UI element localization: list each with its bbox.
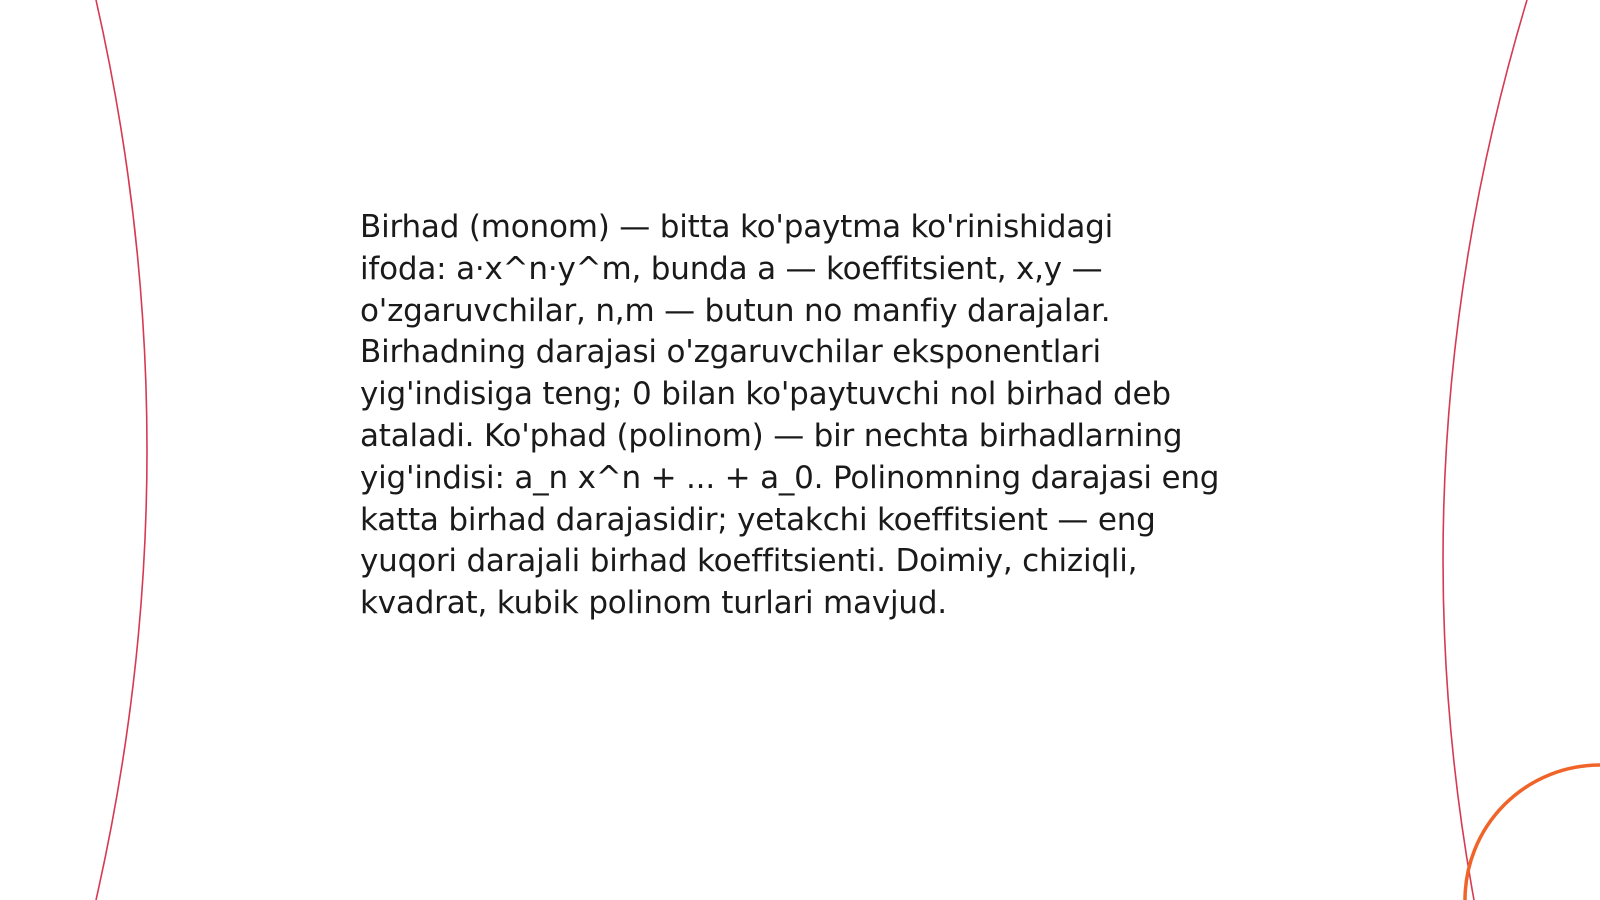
body-line: kvadrat, kubik polinom turlari mavjud. bbox=[360, 585, 947, 622]
right-decorative-arc bbox=[1443, 0, 1527, 900]
body-line: o'zgaruvchilar, n,m — butun no manfiy darajalar. bbox=[360, 292, 1111, 329]
body-line: katta birhad darajasidir; yetakchi koeffitsient — eng bbox=[360, 501, 1156, 538]
body-line: yig'indisiga teng; 0 bilan ko'paytuvchi nol birhad deb bbox=[360, 376, 1171, 413]
body-line: yig'indisi: a_n x^n + ... + a_0. Polinomning darajasi eng bbox=[360, 459, 1220, 496]
left-decorative-arc bbox=[96, 0, 147, 900]
body-line: Birhad (monom) — bitta ko'paytma ko'rinishidagi bbox=[360, 209, 1114, 245]
body-line: Birhadning darajasi o'zgaruvchilar eksponentlari bbox=[360, 334, 1101, 371]
body-line: yuqori darajali birhad koeffitsienti. Doimiy, chiziqli, bbox=[360, 543, 1138, 580]
body-line: ifoda: a·x^n·y^m, bunda a — koeffitsient, x,y — bbox=[360, 250, 1103, 287]
body-line: ataladi. Ko'phad (polinom) — bir nechta birhadlarning bbox=[360, 417, 1183, 454]
slide-body-text bbox=[360, 207, 1260, 625]
orange-ring-decoration bbox=[1465, 765, 1600, 900]
